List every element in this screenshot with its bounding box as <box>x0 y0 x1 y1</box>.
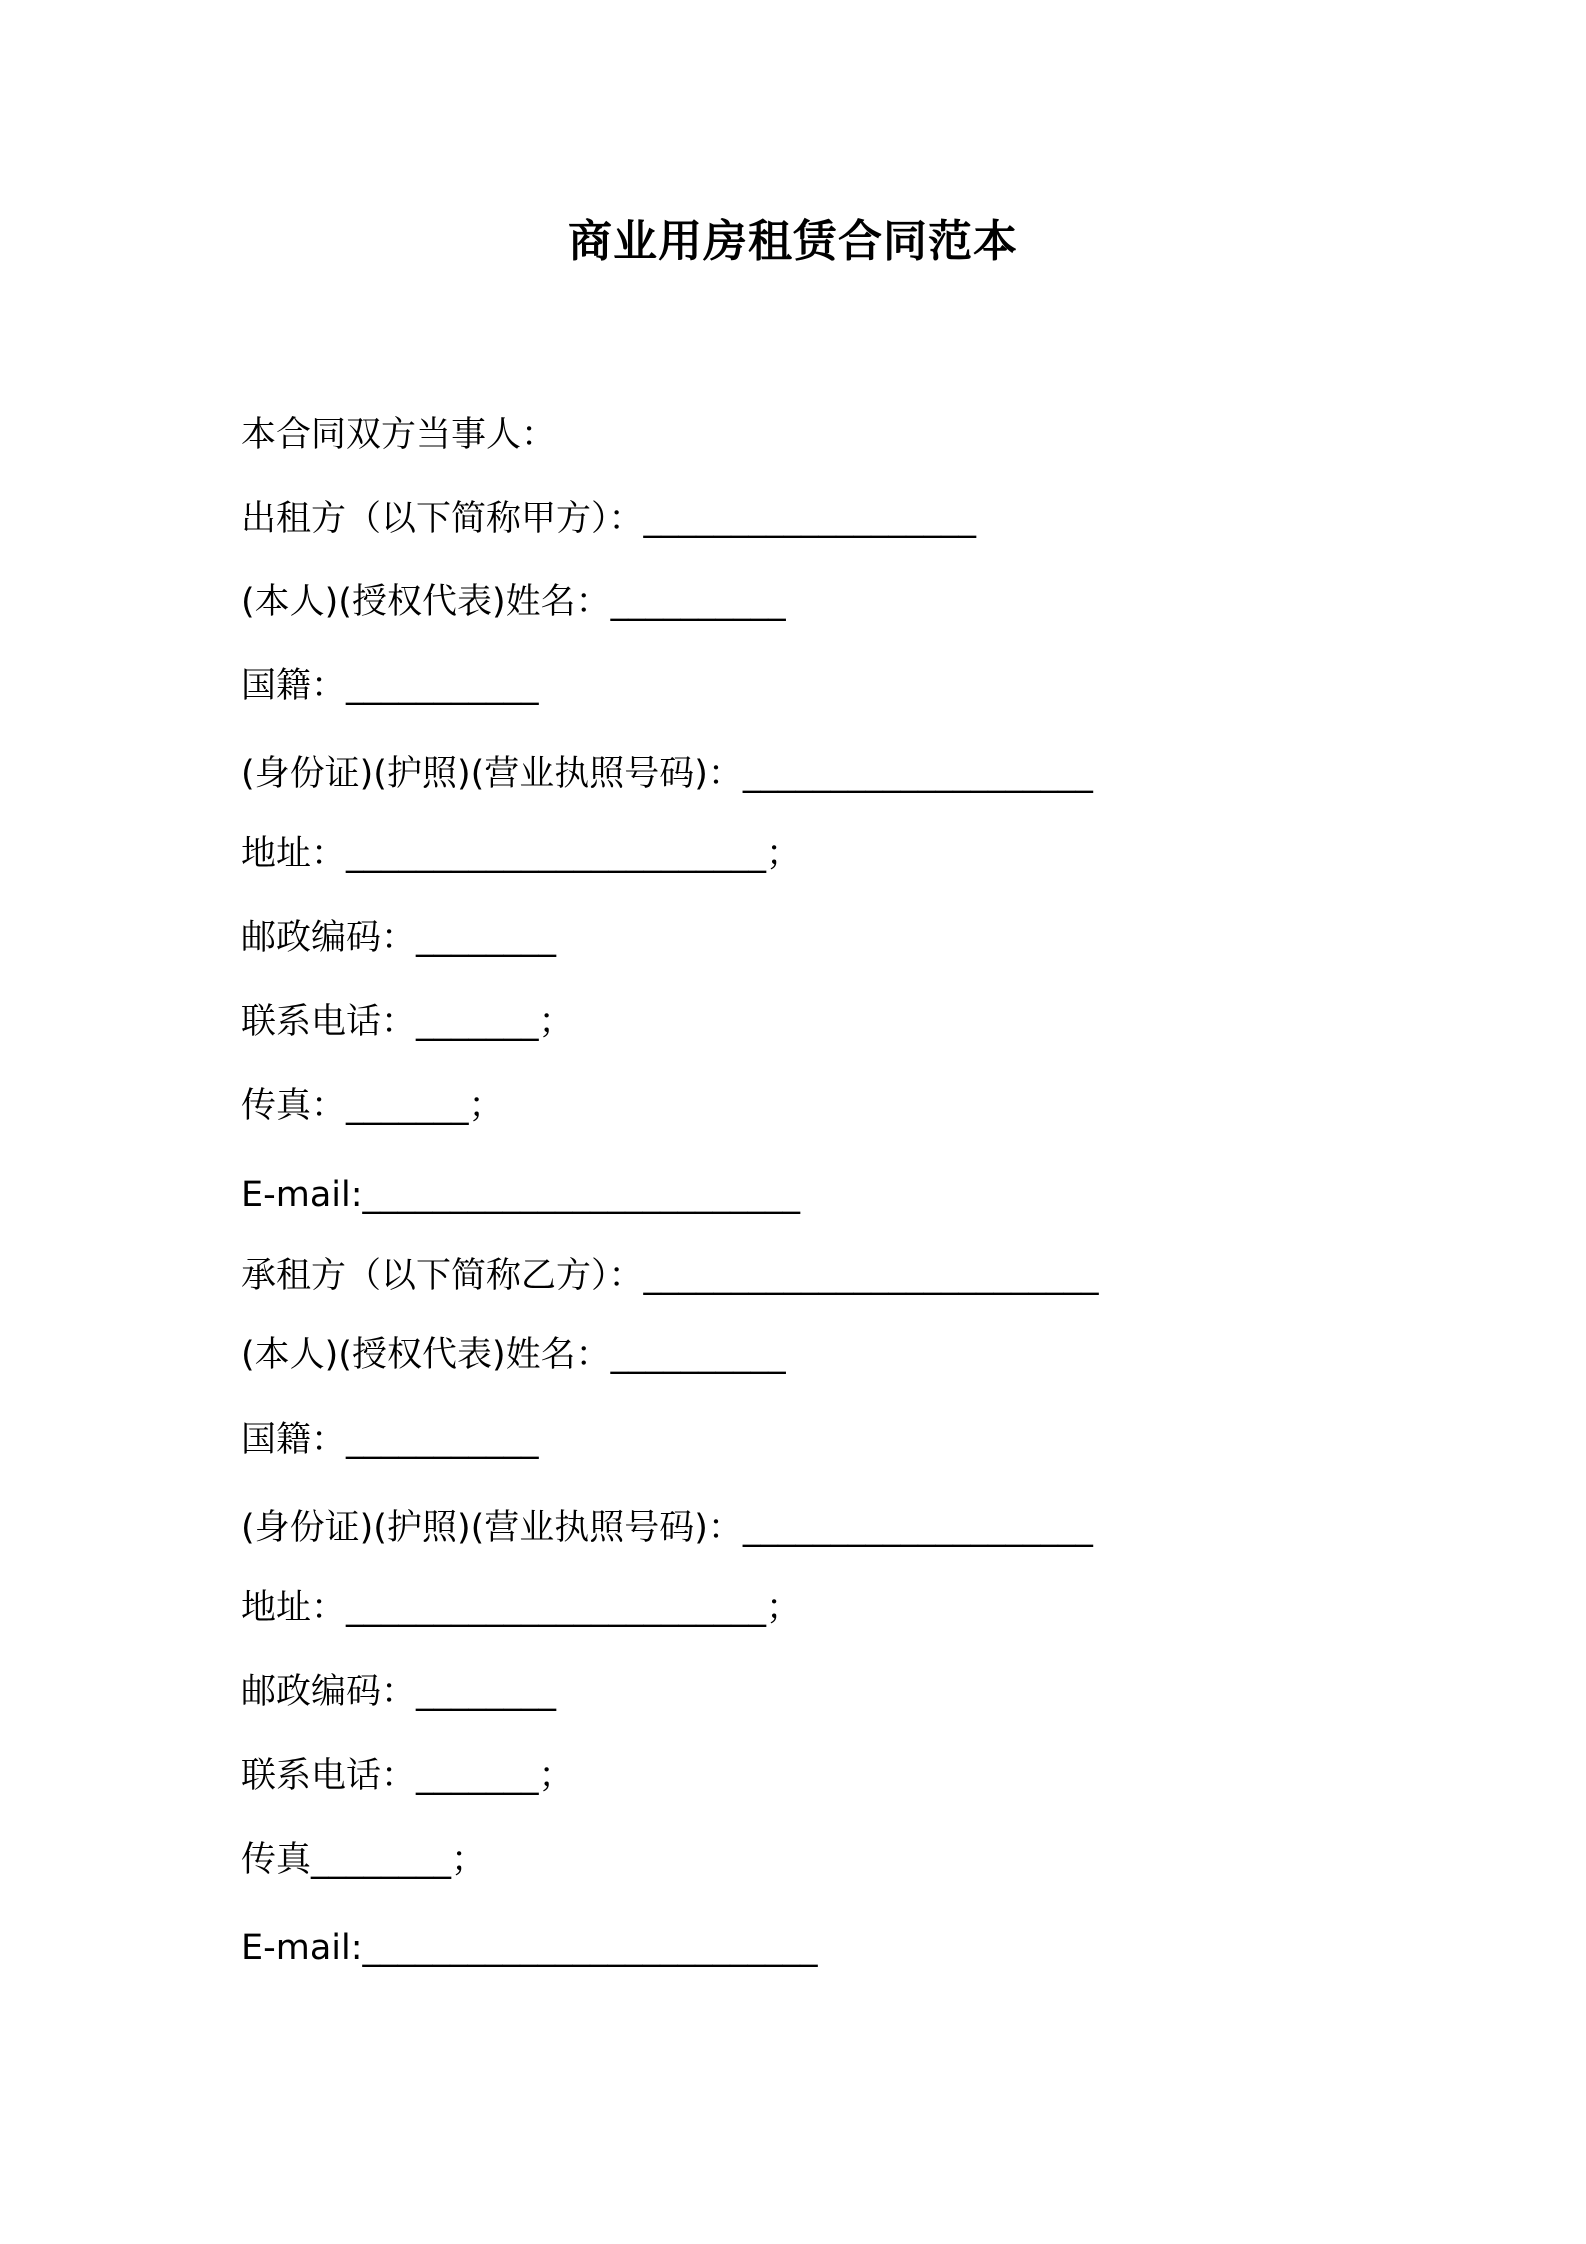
lessee-phone-line: 联系电话：_______； <box>241 1756 574 1796</box>
lessor-fax-line: 传真：_______； <box>241 1086 504 1126</box>
lessor-address-line: 地址：________________________； <box>241 834 802 874</box>
lessor-postcode-line: 邮政编码：________ <box>241 918 557 958</box>
parties-heading: 本合同双方当事人： <box>241 415 557 455</box>
lessor-email-line: E-mail:_________________________ <box>241 1175 801 1215</box>
lessee-nationality-line: 国籍：___________ <box>241 1420 539 1460</box>
lessor-line: 出租方（以下简称甲方）：___________________ <box>241 499 977 539</box>
lessor-phone-line: 联系电话：_______； <box>241 1002 574 1042</box>
lessee-email-line: E-mail:__________________________ <box>241 1928 818 1968</box>
lessee-line: 承租方（以下简称乙方）：__________________________ <box>241 1256 1099 1296</box>
lessee-postcode-line: 邮政编码：________ <box>241 1672 557 1712</box>
lessee-name-line: (本人)(授权代表)姓名：__________ <box>241 1335 786 1375</box>
lessee-id-line: (身份证)(护照)(营业执照号码)：____________________ <box>241 1508 1093 1548</box>
lessor-id-line: (身份证)(护照)(营业执照号码)：____________________ <box>241 754 1093 794</box>
document-title: 商业用房租赁合同范本 <box>568 216 1018 267</box>
lessor-name-line: (本人)(授权代表)姓名：__________ <box>241 582 786 622</box>
lessee-address-line: 地址：________________________； <box>241 1588 802 1628</box>
lessor-nationality-line: 国籍：___________ <box>241 666 539 706</box>
lessee-fax-line: 传真________； <box>241 1840 487 1880</box>
